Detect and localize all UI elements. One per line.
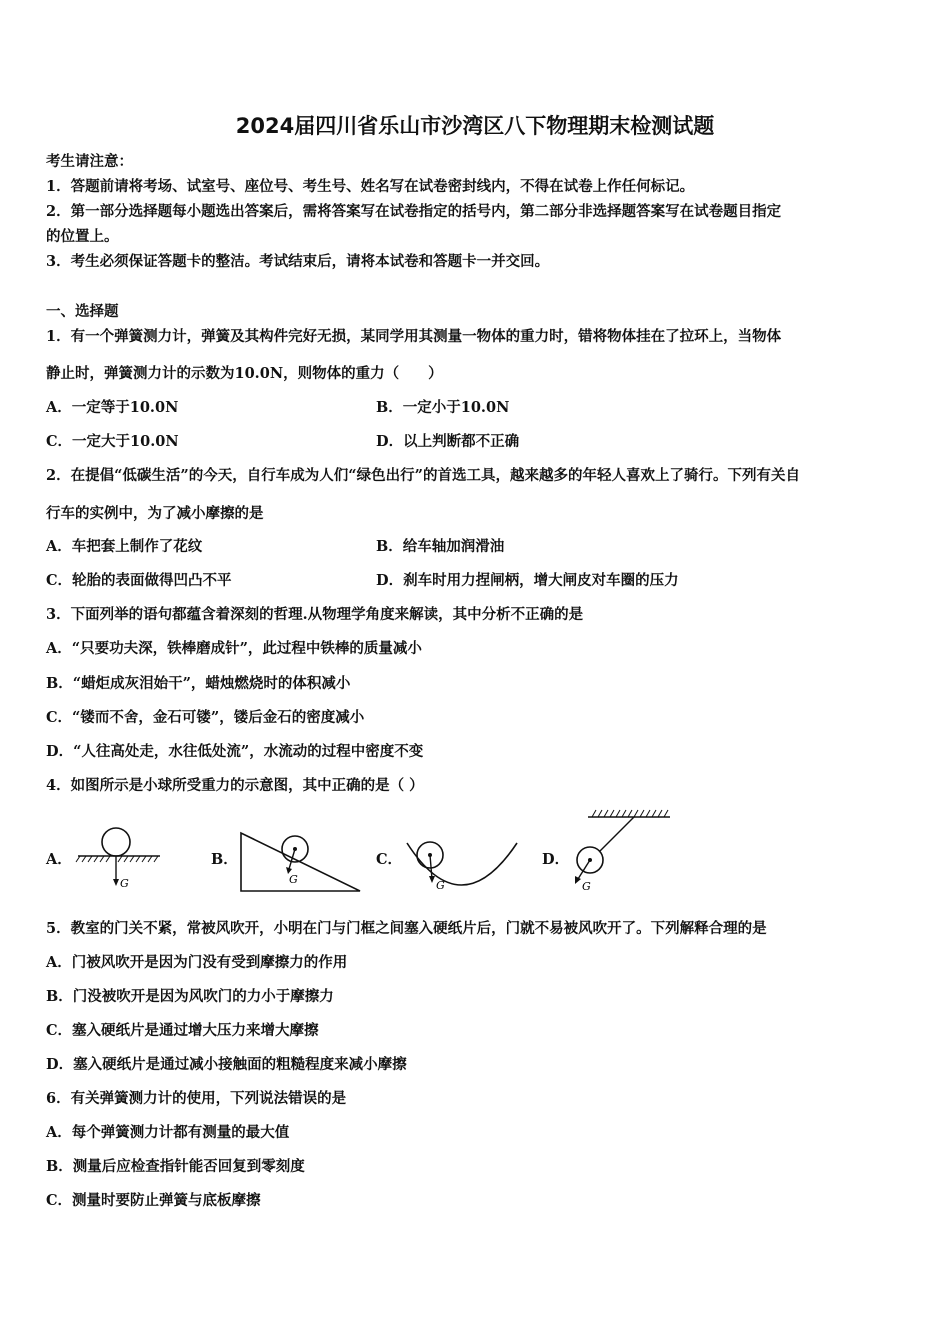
- q5-option-d: D．塞入硬纸片是通过减小接触面的粗糙程度来减小摩擦: [46, 1056, 407, 1073]
- q4-label-c: C．: [376, 851, 403, 868]
- q6-option-c: C．测量时要防止弹簧与底板摩擦: [46, 1192, 261, 1209]
- q4-label-a: A．: [46, 851, 72, 868]
- q4-figure-c: [403, 815, 523, 895]
- q1-option-d: D．以上判断都不正确: [376, 433, 520, 450]
- q3-option-d: D．“人往高处走，水往低处流”，水流动的过程中密度不变: [46, 743, 424, 760]
- q6-option-b: B．测量后应检查指针能否回复到零刻度: [46, 1158, 305, 1175]
- notice-heading: 考生请注意：: [46, 153, 133, 170]
- q4-label-d: D．: [542, 851, 570, 868]
- notice-item-3: 3．考生必须保证答题卡的整洁。考试结束后，请将本试卷和答题卡一并交回。: [46, 253, 550, 270]
- q1-stem-line2: 静止时，弹簧测力计的示数为10.0N，则物体的重力（ ）: [46, 365, 443, 382]
- q3-option-b: B．“蜡炬成灰泪始干”，蜡烛燃烧时的体积减小: [46, 675, 351, 692]
- q5-option-a: A．门被风吹开是因为门没有受到摩擦力的作用: [46, 954, 348, 971]
- q4-figure-a: [74, 825, 164, 895]
- q3-option-c: C．“镂而不舍，金石可镂”，镂后金石的密度减小: [46, 709, 365, 726]
- q1-option-b: B．一定小于10.0N: [376, 399, 510, 416]
- section-heading: 一、选择题: [46, 303, 119, 320]
- q1-stem-line1: 1．有一个弹簧测力计，弹簧及其构件完好无损，某同学用其测量一物体的重力时，错将物体挂在了拉环上，当物体: [46, 328, 782, 345]
- notice-item-1: 1．答题前请将考场、试室号、座位号、考生号、姓名写在试卷密封线内，不得在试卷上作任何标记。: [46, 178, 695, 195]
- q4-force-label-b: G: [289, 873, 298, 886]
- q5-stem: 5．教室的门关不紧，常被风吹开，小明在门与门框之间塞入硬纸片后，门就不易被风吹开了。下列解释合理的是: [46, 920, 767, 937]
- q3-option-a: A．“只要功夫深，铁棒磨成针”，此过程中铁棒的质量减小: [46, 640, 422, 657]
- q4-force-label-d: G: [582, 880, 591, 893]
- q1-option-a: A．一定等于10.0N: [46, 399, 179, 416]
- q3-stem: 3．下面列举的语句都蕴含着深刻的哲理.从物理学角度来解读，其中分析不正确的是: [46, 606, 584, 623]
- q2-option-d: D．刹车时用力捏闸柄，增大闸皮对车圈的压力: [376, 572, 679, 589]
- q4-figure-b: [238, 825, 363, 895]
- page-title: 2024届四川省乐山市沙湾区八下物理期末检测试题: [235, 114, 715, 138]
- q2-option-b: B．给车轴加润滑油: [376, 538, 505, 555]
- q4-label-b: B．: [211, 851, 238, 868]
- q4-force-label-a: G: [120, 877, 129, 890]
- q1-option-c: C．一定大于10.0N: [46, 433, 179, 450]
- notice-item-2: 2．第一部分选择题每小题选出答案后，需将答案写在试卷指定的括号内，第二部分非选择题答案写在试卷题目指定: [46, 203, 782, 220]
- q2-stem-line1: 2．在提倡“低碳生活”的今天，自行车成为人们“绿色出行”的首选工具，越来越多的年轻人喜欢上了骑行。下列有关自: [46, 467, 800, 484]
- q6-stem: 6．有关弹簧测力计的使用，下列说法错误的是: [46, 1090, 347, 1107]
- q2-option-c: C．轮胎的表面做得凹凸不平: [46, 572, 232, 589]
- q4-force-label-c: G: [436, 879, 445, 892]
- notice-item-2-cont: 的位置上。: [46, 228, 119, 245]
- q4-stem: 4．如图所示是小球所受重力的示意图，其中正确的是（ ）: [46, 777, 424, 794]
- q5-option-c: C．塞入硬纸片是通过增大压力来增大摩擦: [46, 1022, 319, 1039]
- q4-figure-d: [568, 805, 678, 895]
- q6-option-a: A．每个弹簧测力计都有测量的最大值: [46, 1124, 290, 1141]
- q5-option-b: B．门没被吹开是因为风吹门的力小于摩擦力: [46, 988, 334, 1005]
- q2-stem-line2: 行车的实例中，为了减小摩擦的是: [46, 505, 264, 522]
- q2-option-a: A．车把套上制作了花纹: [46, 538, 203, 555]
